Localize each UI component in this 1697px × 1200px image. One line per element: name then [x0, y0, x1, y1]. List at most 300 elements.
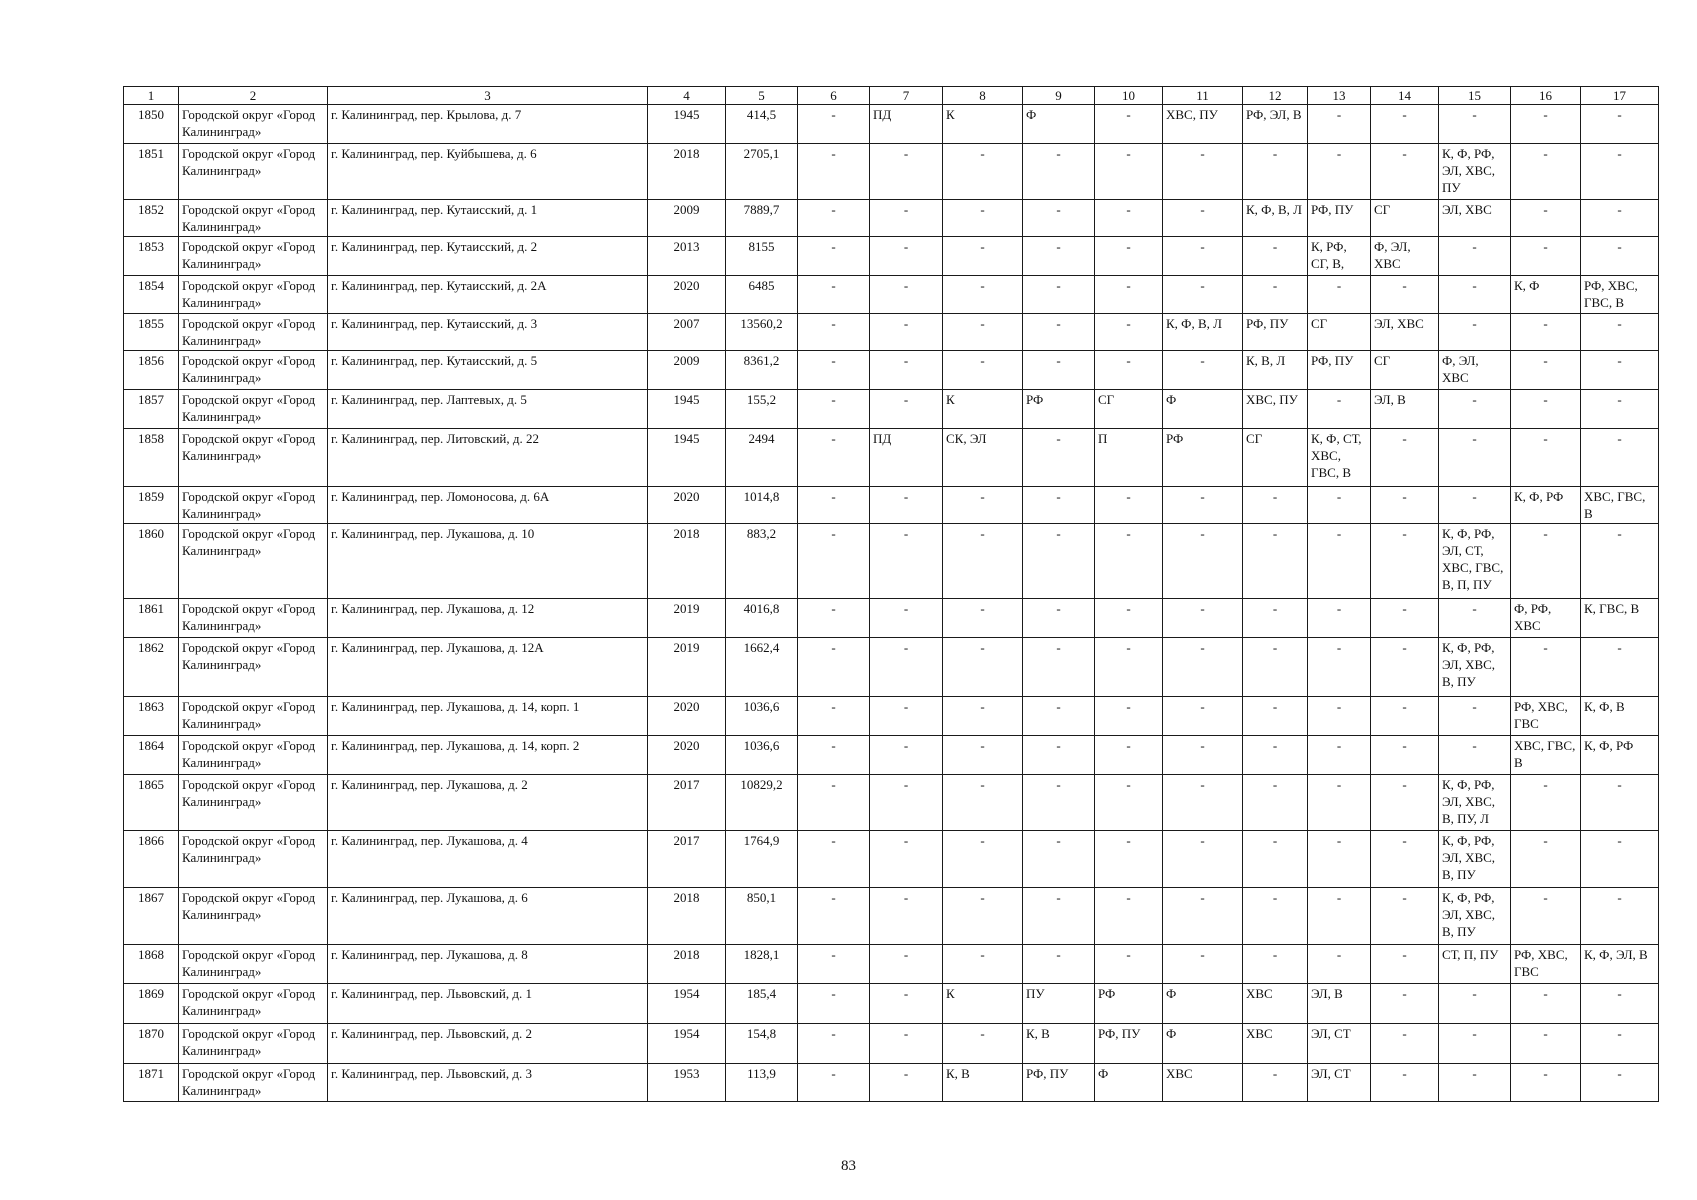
table-cell-col-12: - — [1243, 237, 1308, 276]
register-table — [123, 86, 1659, 1102]
table-cell-col-3: г. Калининград, пер. Кутаисский, д. 5 — [328, 351, 648, 390]
table-cell-col-3: г. Калининград, пер. Кутаисский, д. 2А — [328, 276, 648, 314]
table-cell-col-4: 1945 — [648, 390, 726, 429]
table-cell-col-11: - — [1163, 144, 1243, 200]
table-cell-col-4: 2009 — [648, 200, 726, 237]
table-cell-col-5: 1764,9 — [726, 831, 798, 888]
table-cell-col-12: - — [1243, 599, 1308, 638]
table-cell-col-11: - — [1163, 351, 1243, 390]
table-cell-col-13: - — [1308, 487, 1371, 524]
table-cell-col-9: РФ, ПУ — [1023, 1064, 1095, 1102]
table-cell-col-4: 2018 — [648, 144, 726, 200]
table-cell-col-8: - — [943, 775, 1023, 831]
column-header: 5 — [726, 87, 798, 105]
table-cell-col-7: - — [870, 524, 943, 599]
table-cell-col-11: Ф — [1163, 984, 1243, 1024]
table-cell-col-11: - — [1163, 736, 1243, 775]
table-cell-col-3: г. Калининград, пер. Львовский, д. 1 — [328, 984, 648, 1024]
column-header: 7 — [870, 87, 943, 105]
table-cell-col-5: 1036,6 — [726, 697, 798, 736]
table-cell-col-6: - — [798, 984, 870, 1024]
table-cell-col-12: К, В, Л — [1243, 351, 1308, 390]
table-cell-col-17: - — [1581, 775, 1659, 831]
table-cell-col-13: - — [1308, 697, 1371, 736]
table-cell-col-15: - — [1439, 314, 1511, 351]
table-cell-col-2: Городской округ «Город Калининград» — [179, 105, 328, 144]
table-cell-col-13: - — [1308, 390, 1371, 429]
table-cell-col-16: - — [1511, 429, 1581, 487]
table-cell-col-4: 2018 — [648, 888, 726, 945]
table-cell-col-10: - — [1095, 351, 1163, 390]
table-cell-col-7: - — [870, 314, 943, 351]
table-cell-col-5: 6485 — [726, 276, 798, 314]
table-cell-col-2: Городской округ «Город Калининград» — [179, 984, 328, 1024]
table-cell-col-4: 1954 — [648, 984, 726, 1024]
table-cell-col-12: - — [1243, 638, 1308, 697]
table-cell-col-16: РФ, ХВС, ГВС — [1511, 945, 1581, 984]
table-cell-col-3: г. Калининград, пер. Кутаисский, д. 3 — [328, 314, 648, 351]
table-cell-col-2: Городской округ «Город Калининград» — [179, 599, 328, 638]
table-cell-col-13: ЭЛ, В — [1308, 984, 1371, 1024]
table-cell-col-7: - — [870, 487, 943, 524]
table-cell-col-16: - — [1511, 314, 1581, 351]
table-cell-col-5: 883,2 — [726, 524, 798, 599]
table-cell-col-9: - — [1023, 697, 1095, 736]
table-cell-col-3: г. Калининград, пер. Лукашова, д. 12А — [328, 638, 648, 697]
table-cell-col-10: РФ, ПУ — [1095, 1024, 1163, 1064]
table-cell-col-4: 2009 — [648, 351, 726, 390]
table-cell-col-11: ХВС — [1163, 1064, 1243, 1102]
table-cell-col-9: - — [1023, 638, 1095, 697]
table-cell-col-9: - — [1023, 276, 1095, 314]
table-cell-col-4: 2019 — [648, 599, 726, 638]
table-cell-col-7: - — [870, 697, 943, 736]
table-cell-col-5: 10829,2 — [726, 775, 798, 831]
column-header: 13 — [1308, 87, 1371, 105]
table-cell-col-2: Городской округ «Город Калининград» — [179, 831, 328, 888]
table-cell-col-12: ХВС — [1243, 984, 1308, 1024]
table-cell-col-8: К — [943, 984, 1023, 1024]
table-cell-col-7: - — [870, 888, 943, 945]
table-cell-col-4: 1945 — [648, 429, 726, 487]
table-row — [124, 697, 1659, 736]
table-cell-col-11: - — [1163, 487, 1243, 524]
table-cell-col-2: Городской округ «Город Калининград» — [179, 888, 328, 945]
table-cell-col-11: - — [1163, 200, 1243, 237]
table-cell-col-14: ЭЛ, ХВС — [1371, 314, 1439, 351]
table-cell-col-5: 8155 — [726, 237, 798, 276]
table-cell-col-9: Ф — [1023, 105, 1095, 144]
table-cell-col-13: - — [1308, 638, 1371, 697]
table-cell-col-12: ХВС, ПУ — [1243, 390, 1308, 429]
table-cell-col-1: 1863 — [124, 697, 179, 736]
table-cell-col-10: - — [1095, 487, 1163, 524]
table-cell-col-5: 154,8 — [726, 1024, 798, 1064]
table-cell-col-15: СТ, П, ПУ — [1439, 945, 1511, 984]
table-cell-col-10: П — [1095, 429, 1163, 487]
table-cell-col-1: 1861 — [124, 599, 179, 638]
table-cell-col-15: - — [1439, 105, 1511, 144]
table-row — [124, 599, 1659, 638]
table-cell-col-10: - — [1095, 200, 1163, 237]
table-cell-col-17: ХВС, ГВС, В — [1581, 487, 1659, 524]
table-cell-col-15: - — [1439, 276, 1511, 314]
table-cell-col-15: К, Ф, РФ, ЭЛ, ХВС, В, ПУ — [1439, 888, 1511, 945]
table-cell-col-16: - — [1511, 638, 1581, 697]
table-cell-col-1: 1855 — [124, 314, 179, 351]
table-cell-col-6: - — [798, 276, 870, 314]
table-cell-col-6: - — [798, 1024, 870, 1064]
table-cell-col-6: - — [798, 237, 870, 276]
table-cell-col-5: 1014,8 — [726, 487, 798, 524]
table-cell-col-9: - — [1023, 945, 1095, 984]
table-cell-col-2: Городской округ «Город Калининград» — [179, 697, 328, 736]
table-cell-col-3: г. Калининград, пер. Кутаисский, д. 1 — [328, 200, 648, 237]
table-row — [124, 984, 1659, 1024]
table-cell-col-11: Ф — [1163, 1024, 1243, 1064]
table-cell-col-4: 2020 — [648, 276, 726, 314]
table-cell-col-16: - — [1511, 1064, 1581, 1102]
table-cell-col-2: Городской округ «Город Калининград» — [179, 1064, 328, 1102]
table-row — [124, 945, 1659, 984]
table-cell-col-8: - — [943, 599, 1023, 638]
table-cell-col-8: - — [943, 314, 1023, 351]
table-cell-col-14: Ф, ЭЛ, ХВС — [1371, 237, 1439, 276]
table-cell-col-12: - — [1243, 487, 1308, 524]
table-cell-col-10: - — [1095, 888, 1163, 945]
table-cell-col-3: г. Калининград, пер. Лукашова, д. 14, корп. 1 — [328, 697, 648, 736]
table-cell-col-5: 185,4 — [726, 984, 798, 1024]
table-cell-col-6: - — [798, 736, 870, 775]
table-cell-col-9: - — [1023, 314, 1095, 351]
table-cell-col-17: - — [1581, 237, 1659, 276]
table-cell-col-17: - — [1581, 105, 1659, 144]
table-cell-col-8: - — [943, 736, 1023, 775]
column-header: 3 — [328, 87, 648, 105]
table-cell-col-5: 1036,6 — [726, 736, 798, 775]
table-cell-col-5: 4016,8 — [726, 599, 798, 638]
table-cell-col-3: г. Калининград, пер. Лукашова, д. 14, корп. 2 — [328, 736, 648, 775]
table-cell-col-16: - — [1511, 524, 1581, 599]
table-cell-col-4: 2007 — [648, 314, 726, 351]
table-cell-col-12: - — [1243, 697, 1308, 736]
table-cell-col-17: - — [1581, 524, 1659, 599]
table-cell-col-9: К, В — [1023, 1024, 1095, 1064]
table-cell-col-3: г. Калининград, пер. Лукашова, д. 6 — [328, 888, 648, 945]
table-cell-col-16: РФ, ХВС, ГВС — [1511, 697, 1581, 736]
table-row — [124, 105, 1659, 144]
table-cell-col-14: СГ — [1371, 200, 1439, 237]
table-cell-col-3: г. Калининград, пер. Литовский, д. 22 — [328, 429, 648, 487]
table-cell-col-14: - — [1371, 1064, 1439, 1102]
table-cell-col-1: 1862 — [124, 638, 179, 697]
table-cell-col-4: 2013 — [648, 237, 726, 276]
table-row — [124, 200, 1659, 237]
table-cell-col-14: - — [1371, 697, 1439, 736]
table-cell-col-8: К — [943, 390, 1023, 429]
table-cell-col-10: - — [1095, 524, 1163, 599]
table-cell-col-6: - — [798, 487, 870, 524]
table-cell-col-8: - — [943, 1024, 1023, 1064]
table-cell-col-7: - — [870, 237, 943, 276]
table-cell-col-17: - — [1581, 638, 1659, 697]
table-row — [124, 736, 1659, 775]
table-cell-col-11: ХВС, ПУ — [1163, 105, 1243, 144]
table-cell-col-15: - — [1439, 237, 1511, 276]
table-cell-col-2: Городской округ «Город Калининград» — [179, 237, 328, 276]
table-cell-col-9: - — [1023, 144, 1095, 200]
table-cell-col-14: СГ — [1371, 351, 1439, 390]
table-cell-col-10: - — [1095, 736, 1163, 775]
table-cell-col-8: - — [943, 237, 1023, 276]
table-cell-col-6: - — [798, 888, 870, 945]
table-cell-col-2: Городской округ «Город Калининград» — [179, 314, 328, 351]
table-cell-col-13: - — [1308, 831, 1371, 888]
column-header: 14 — [1371, 87, 1439, 105]
table-cell-col-11: К, Ф, В, Л — [1163, 314, 1243, 351]
table-cell-col-1: 1858 — [124, 429, 179, 487]
column-header: 15 — [1439, 87, 1511, 105]
table-cell-col-2: Городской округ «Город Калининград» — [179, 276, 328, 314]
table-cell-col-17: - — [1581, 314, 1659, 351]
table-cell-col-11: - — [1163, 831, 1243, 888]
table-cell-col-7: - — [870, 351, 943, 390]
table-cell-col-13: - — [1308, 599, 1371, 638]
table-cell-col-10: - — [1095, 237, 1163, 276]
table-row — [124, 1024, 1659, 1064]
table-row — [124, 237, 1659, 276]
table-cell-col-9: - — [1023, 429, 1095, 487]
table-cell-col-10: - — [1095, 945, 1163, 984]
table-cell-col-13: ЭЛ, СТ — [1308, 1064, 1371, 1102]
table-cell-col-14: ЭЛ, В — [1371, 390, 1439, 429]
table-row — [124, 144, 1659, 200]
table-cell-col-10: - — [1095, 638, 1163, 697]
table-cell-col-3: г. Калининград, пер. Львовский, д. 2 — [328, 1024, 648, 1064]
table-cell-col-17: РФ, ХВС, ГВС, В — [1581, 276, 1659, 314]
table-cell-col-13: РФ, ПУ — [1308, 200, 1371, 237]
table-cell-col-17: - — [1581, 1024, 1659, 1064]
table-cell-col-13: К, Ф, СТ, ХВС, ГВС, В — [1308, 429, 1371, 487]
column-header: 10 — [1095, 87, 1163, 105]
table-cell-col-15: - — [1439, 487, 1511, 524]
table-cell-col-14: - — [1371, 984, 1439, 1024]
table-row — [124, 314, 1659, 351]
column-header: 12 — [1243, 87, 1308, 105]
table-cell-col-8: - — [943, 276, 1023, 314]
column-header: 6 — [798, 87, 870, 105]
table-cell-col-7: - — [870, 1064, 943, 1102]
table-cell-col-14: - — [1371, 945, 1439, 984]
table-cell-col-11: - — [1163, 888, 1243, 945]
table-cell-col-9: - — [1023, 775, 1095, 831]
table-cell-col-9: ПУ — [1023, 984, 1095, 1024]
table-cell-col-1: 1850 — [124, 105, 179, 144]
table-cell-col-17: - — [1581, 831, 1659, 888]
table-cell-col-6: - — [798, 200, 870, 237]
table-cell-col-13: РФ, ПУ — [1308, 351, 1371, 390]
table-cell-col-8: К — [943, 105, 1023, 144]
table-cell-col-10: Ф — [1095, 1064, 1163, 1102]
table-cell-col-12: К, Ф, В, Л — [1243, 200, 1308, 237]
table-cell-col-4: 1945 — [648, 105, 726, 144]
table-cell-col-13: - — [1308, 775, 1371, 831]
table-cell-col-9: - — [1023, 200, 1095, 237]
table-cell-col-17: - — [1581, 429, 1659, 487]
table-cell-col-15: Ф, ЭЛ, ХВС — [1439, 351, 1511, 390]
table-cell-col-14: - — [1371, 144, 1439, 200]
table-cell-col-12: - — [1243, 736, 1308, 775]
table-cell-col-17: - — [1581, 144, 1659, 200]
table-cell-col-11: - — [1163, 775, 1243, 831]
table-cell-col-1: 1870 — [124, 1024, 179, 1064]
table-cell-col-16: - — [1511, 144, 1581, 200]
table-cell-col-2: Городской округ «Город Калининград» — [179, 200, 328, 237]
table-cell-col-7: - — [870, 599, 943, 638]
table-cell-col-13: - — [1308, 105, 1371, 144]
table-cell-col-4: 2018 — [648, 524, 726, 599]
header-row — [124, 87, 1659, 105]
table-cell-col-9: - — [1023, 487, 1095, 524]
table-cell-col-3: г. Калининград, пер. Ломоносова, д. 6А — [328, 487, 648, 524]
table-row — [124, 888, 1659, 945]
table-cell-col-6: - — [798, 599, 870, 638]
table-cell-col-1: 1853 — [124, 237, 179, 276]
table-cell-col-6: - — [798, 1064, 870, 1102]
table-cell-col-2: Городской округ «Город Калининград» — [179, 487, 328, 524]
page-number: 83 — [841, 1158, 856, 1174]
table-cell-col-5: 7889,7 — [726, 200, 798, 237]
table-cell-col-12: СГ — [1243, 429, 1308, 487]
table-cell-col-17: - — [1581, 1064, 1659, 1102]
table-cell-col-1: 1865 — [124, 775, 179, 831]
table-cell-col-15: - — [1439, 736, 1511, 775]
table-cell-col-2: Городской округ «Город Калининград» — [179, 524, 328, 599]
table-cell-col-9: РФ — [1023, 390, 1095, 429]
table-cell-col-16: - — [1511, 775, 1581, 831]
table-cell-col-7: - — [870, 736, 943, 775]
table-row — [124, 775, 1659, 831]
table-cell-col-17: - — [1581, 984, 1659, 1024]
table-cell-col-6: - — [798, 429, 870, 487]
table-cell-col-6: - — [798, 314, 870, 351]
table-cell-col-7: - — [870, 638, 943, 697]
table-cell-col-7: - — [870, 276, 943, 314]
table-cell-col-1: 1851 — [124, 144, 179, 200]
table-cell-col-1: 1852 — [124, 200, 179, 237]
table-cell-col-12: - — [1243, 831, 1308, 888]
table-cell-col-12: - — [1243, 276, 1308, 314]
table-cell-col-12: ХВС — [1243, 1024, 1308, 1064]
table-cell-col-8: СК, ЭЛ — [943, 429, 1023, 487]
table-cell-col-6: - — [798, 144, 870, 200]
table-cell-col-7: - — [870, 831, 943, 888]
table-cell-col-7: - — [870, 945, 943, 984]
table-cell-col-13: - — [1308, 945, 1371, 984]
table-cell-col-15: - — [1439, 429, 1511, 487]
table-cell-col-9: - — [1023, 888, 1095, 945]
column-header: 17 — [1581, 87, 1659, 105]
table-cell-col-4: 2019 — [648, 638, 726, 697]
table-cell-col-1: 1869 — [124, 984, 179, 1024]
column-header: 4 — [648, 87, 726, 105]
table-cell-col-17: - — [1581, 351, 1659, 390]
table-cell-col-6: - — [798, 638, 870, 697]
table-cell-col-12: - — [1243, 888, 1308, 945]
table-cell-col-9: - — [1023, 599, 1095, 638]
table-cell-col-8: - — [943, 144, 1023, 200]
table-cell-col-7: - — [870, 1024, 943, 1064]
table-cell-col-1: 1860 — [124, 524, 179, 599]
table-cell-col-15: ЭЛ, ХВС — [1439, 200, 1511, 237]
table-cell-col-12: - — [1243, 775, 1308, 831]
table-cell-col-1: 1864 — [124, 736, 179, 775]
table-cell-col-4: 2020 — [648, 736, 726, 775]
column-header: 1 — [124, 87, 179, 105]
table-cell-col-11: - — [1163, 237, 1243, 276]
table-cell-col-12: РФ, ПУ — [1243, 314, 1308, 351]
table-cell-col-16: - — [1511, 888, 1581, 945]
table-cell-col-16: - — [1511, 351, 1581, 390]
table-cell-col-13: - — [1308, 276, 1371, 314]
table-cell-col-5: 1828,1 — [726, 945, 798, 984]
table-cell-col-17: - — [1581, 390, 1659, 429]
table-cell-col-14: - — [1371, 1024, 1439, 1064]
table-cell-col-10: - — [1095, 314, 1163, 351]
table-cell-col-15: - — [1439, 599, 1511, 638]
table-cell-col-9: - — [1023, 524, 1095, 599]
table-cell-col-7: - — [870, 984, 943, 1024]
table-cell-col-8: - — [943, 888, 1023, 945]
table-cell-col-3: г. Калининград, пер. Лукашова, д. 4 — [328, 831, 648, 888]
table-cell-col-7: - — [870, 144, 943, 200]
table-cell-col-9: - — [1023, 237, 1095, 276]
table-cell-col-11: - — [1163, 638, 1243, 697]
table-cell-col-6: - — [798, 831, 870, 888]
table-row — [124, 276, 1659, 314]
table-cell-col-5: 13560,2 — [726, 314, 798, 351]
table-row — [124, 390, 1659, 429]
column-header: 2 — [179, 87, 328, 105]
column-header: 8 — [943, 87, 1023, 105]
table-cell-col-16: - — [1511, 1024, 1581, 1064]
table-cell-col-3: г. Калининград, пер. Лукашова, д. 2 — [328, 775, 648, 831]
table-cell-col-7: ПД — [870, 429, 943, 487]
table-cell-col-8: - — [943, 200, 1023, 237]
table-cell-col-4: 2018 — [648, 945, 726, 984]
table-cell-col-10: РФ — [1095, 984, 1163, 1024]
table-cell-col-10: - — [1095, 599, 1163, 638]
column-header: 11 — [1163, 87, 1243, 105]
table-cell-col-17: - — [1581, 200, 1659, 237]
table-cell-col-9: - — [1023, 351, 1095, 390]
table-cell-col-9: - — [1023, 831, 1095, 888]
table-cell-col-5: 850,1 — [726, 888, 798, 945]
table-cell-col-12: РФ, ЭЛ, В — [1243, 105, 1308, 144]
table-cell-col-13: - — [1308, 524, 1371, 599]
table-cell-col-15: К, Ф, РФ, ЭЛ, ХВС, В, ПУ — [1439, 831, 1511, 888]
table-cell-col-6: - — [798, 524, 870, 599]
table-cell-col-10: - — [1095, 276, 1163, 314]
table-cell-col-11: - — [1163, 945, 1243, 984]
table-cell-col-2: Городской округ «Город Калининград» — [179, 1024, 328, 1064]
table-cell-col-3: г. Калининград, пер. Крылова, д. 7 — [328, 105, 648, 144]
table-cell-col-1: 1854 — [124, 276, 179, 314]
table-cell-col-2: Городской округ «Город Калининград» — [179, 144, 328, 200]
table-cell-col-15: К, Ф, РФ, ЭЛ, СТ, ХВС, ГВС, В, П, ПУ — [1439, 524, 1511, 599]
table-cell-col-16: - — [1511, 984, 1581, 1024]
table-cell-col-14: - — [1371, 775, 1439, 831]
